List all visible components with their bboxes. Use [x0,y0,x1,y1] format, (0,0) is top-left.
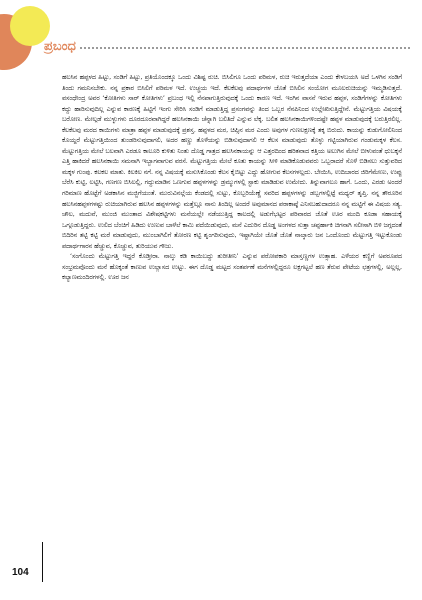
header-dotted-rule [80,47,410,49]
paragraph: ಹಲಸಿನ ಹಪ್ಪಳದ ಹಿಟ್ಟು, ಸಂಡಿಗೆ ಹಿಟ್ಟು, ಪ್ರತಿಯೊಂದಕ್ಕೂ ಒಂದು ವಿಶಿಷ್ಟ ರುಚಿ. ಬಿಸಿಲಿಗೂ ಒಂದು ಪರಿಮಳ, ರುಚಿ ಇರುತ್ತದೆಯಾ ಎಂದು ಕೇಳಬಯಸಿ ಅದೆ ಒಳಗಿನ ಸಂಡಿಗೆ ತಿಂದು ಗಮನಿಸಬೇಕು. ನನ್ನ ಪ್ರಕಾರ ಬಿಸಿಲಿಗೆ ಪರಿಮಳ ಇದೆ. ಉಚ್ಚಯ ಇದೆ. ಕೆಲಕೆಲವು ಪದಾರ್ಥಗಳ ಜೊತೆ ಬಿಸಿಲಿನ ಸಂಯೋಗ ಮೂಲರುಚಿಯನ್ನು ಇಮ್ಮಡಿಸುತ್ತದೆ. ವಸಂಧೇಂದ್ರ ಅವರ ‘ಕೋತಿಗಳು ಸಾರ್ ಕೋತಿಗಳು’ ಪ್ರಬಂಧ ಇಲ್ಲಿ ನೆನಪಾಗುತ್ತಿರುವುದಕ್ಕೆ ಒಂದು ಕಾರಣ ಇದೆ. ಇಂಗಿನ ವಾಸನೆ ಇರುವ ಹಪ್ಪಳ, ಸಂಡಿಗೆಗಳನ್ನು ಕೋತಿಗಳು ಕದ್ದು ಹಾರಿಸುವುದಿಲ್ಲ ಎನ್ನುವ ಕಾರಣಕ್ಕೆ ಹಿಟ್ಟಿಗೆ ಇಂಗು ಸೇರಿಸಿ ಸಂಡಿಗೆ ಮಾಡುತ್ತಿದ್ದ ಪ್ರಸಂಗವನ್ನು ತಿಂದ ಒಬ್ಬರ ನೆನಪಿನಿಂದ ಉಲ್ಲೇಖಿಸುತ್ತಿದ್ದೇನೆ. ಮೆಟ್ಟುಗತ್ತಿಯ ವಿಷಯಕ್ಕೆ ಬರೋಣ. ಮೇಲ್ಗಡೆ ಮುಳ್ಳುಗಳು ದೂರದೂರವಾಗಿದ್ದರೆ ಹಲಸಿನಕಾಯಿ ಚೆನ್ನಾಗಿ ಬಲಿತಿದೆ ಎನ್ನುವ ಲೆಕ್ಕ. ಬಲಿತ ಹಲಸಿನಕಾಯಿಗಳಿಂದಷ್ಟೇ ಹಪ್ಪಳ ಮಾಡುವುದಕ್ಕೆ ಬರುತ್ತಿರಲಿಲ್ಲ. ಕೆಲಕೆಲವು ಮರದ ಕಾಯಿಗಳು ಮಾತ್ರಾ ಹಪ್ಪಳ ಮಾಡುವುದಕ್ಕೆ ಪ್ರಶಸ್ತ. ಹಪ್ಪಳದ ಮರ, ಚಿಪ್ಸಿನ ಮರ ಎಂದು ಅವುಗಳ ಗುಣಲಕ್ಷಣಕ್ಕೆ ತಕ್ಕ ಬಿರುದು. ಕಾಯನ್ನು ಕುಡುಗೋಲಿನಿಂದ ಕೊಯ್ದರೆ ಮೆಟ್ಟುಗತ್ತಿಯಿಂದ ತುಂಡರಿಸುವುದಾಗಲಿ, ಅದರ ಹಣ್ಣು ತೊಳೆಯನ್ನು ಬಿಡಿಸುವುದಾಗಲಿ ಆ ಕೆಲಸ ಮಾಡುವುದು ತೊಳ್ಳು ಗಟ್ಟಿಯಾಗಿರುವ ಗಂಡುಮಕ್ಕಳ ಕೆಲಸ. ಮೆಟ್ಟುಗತ್ತಿಯ ಮೇಲೆ ಬಲವಾಗಿ ಎರಡೂ ಕಾಲೂರಿ ಕುಳಿತು ನಿಂತು ದೊಡ್ಡ ಗಾತ್ರದ ಹಲಸಿನಕಾಯನ್ನು ಆ ಎತ್ತರದಿಂದ ಹರಿತವಾದ ಕತ್ತಿಯ ಅಲುಗಿನ ಮೇಲೆ ಬೀಳುವಂತೆ ಧುಬಕ್ಕನೆ ಎತ್ತಿ ಹಾಕಿದರೆ ಹಲಸಿನಕಾಯಿ ಸಮನಾಗಿ ಇಬ್ಭಾಗವಾಗುವ ವರಸೆ. ಮೆಟ್ಟುಗತ್ತಿಯ ಮೇಲೆ ಕೂತು ಕಾಯನ್ನು ಸೀಳಿ ಮಾಡಿಕೊಡುವವರು ಒಬ್ಬರಾದರೆ ಸೊಳೆ ಬಿಡಿಸಲು ಸುತ್ತುವರಿದ ಮಕ್ಕಳ ಗುಂಪು. ಕಲಕಲ ಮಾತು. ಕಿಲಕಿಲ ನಗೆ. ನನ್ನ ವಿಷಯಕ್ಕೆ ಮಸುಸಿಕೊಂಡು ಕೆಲಸ ಕೈಬಿಟ್ಟು ಎದ್ದು ಹೋಗುವ ಕೆಲಸಗಳಲ್ಲದು. ಬೇಯಿಸಿ, ಉದಿಬಾರದ ಜಿರಿಗೆಮೇಣು, ಉಪ್ಪು ಬೆರೆಸಿ ಕುಟ್ಟಿ, ಲಟ್ಟಿಸಿ, ಗಣಗಣ ಬಿಸಿಲಲ್ಲಿ, ಗದ್ದುಮಾಡಿನ ಒಣಗುವ ಹಪ್ಪಳಗಳನ್ನು ಡ್ರಮ್ಮುಗಳಲ್ಲಿ ಸ್ಟಾಕು ಮಾಡಿಡುವ ಉಮೇದು. ತಿನ್ನುವಾಗಲೂ ಹಾಗೆ. ಒಂದು, ಎರಡು ಅಂದರೆ ಗರಿಮಾಣ ಹೊಟ್ಟೆಗೆ ಅಡಕಾಸಿನ ಮಜ್ಜಿಗೆಯಂತೆ. ಮುರುವಿನಲ್ಲೆಯ ಕೆಂಡದಲ್ಲಿ ಸುಟ್ಟು, ಕೊಬ್ಬರಿಯೆಣ್ಣೆ ಸವರಿದ ಹಪ್ಪಳಗಳನ್ನು ಡಬ್ಬಗಳಲ್ಲಿಟ್ಟೆ ಮಧ್ಯರ್ ತೃಪ್ತಿ. ನನ್ನ ತೌರೂರಿನ ಹಲಸಿನಹಪ್ಪಳಗಳಷ್ಟು ರುಚಿಯಾಗಿರುವ ಹಲಸಿನ ಹಪ್ಪಳಗಳನ್ನು ಮತ್ತೆಲ್ಲೂ ನಾನು ತಿಂದಿಲ್ಲ ಅಂದರೆ ಅವುಮಾನದ ಪರಾಕಾಷ್ಠೆ ಎನಿಸಬಹುದಾದರೂ ನನ್ನ ಮಟ್ಟಿಗೆ ಈ ವಿಷಯ ಸತ್ಯ. ಚೌಲ, ಮದುವೆ, ಮುಂಜಿ ಮುಂತಾದ ವಿಶೇಷಕಟ್ಟಿಗಳು ಮನೆಯಲ್ಲೇ ನಡೆಯುತ್ತಿದ್ದ ಕಾಲದಲ್ಲಿ ಅಡುಗೆಭಟ್ಟರ ಪರಿವಾರದ ಜೊತೆ ಊರ ಮಂದಿ ಕೂಡಾ ಸಹಾಯಕ್ಕೆ ಒಗ್ಗೂಡುತ್ತಿದ್ದರು. ಉಲಿದ ಬೆಂಚಿಗೆ ಹಿಡಿದು ಉಣುವ ಬಾಳೆಲೆ ಕಾಮಿ ಪದೆಯಿಡುವುದು, ಮನೆ ಎದುರಿನ ದೊಡ್ಡ ಅಂಗಳದ ಸುತ್ತಾ ಚಪ್ಪರ್ಹಾಕಿ ಚಿಗನಾಗಿ ಸಲೀಸಾಗಿ ಬಿಳಿ ಜಗ್ಗದಂತೆ ಬಿದಿರಿನ ತಟ್ಟಿ ಕಟ್ಟಿ ಮರೆ ಮಾಡುವುದು, ಮುಂಬಾಗಿಲಿಗೆ ತೋರಣ ಕಟ್ಟಿ ಶೃಂಗರಿಸುವುದು, ಇಷ್ಟಾಗಿಯೇ ಜೊತೆ ಜೊತೆ ನಾಲ್ಕಾರು ಜನ ಒಂದೊಂದು ಮೆಟ್ಟುಗತ್ತಿ ಇಟ್ಟುಕೊಂಡು ಪದಾರ್ಥಗಾರನ ಹೆಚ್ಚುವ, ಕೊಚ್ಚುವ, ತುರಿಯುವ ಗೌಜು. [62,74,402,250]
page-number: 104 [12,567,29,578]
article-body [62,73,402,284]
page-number-rule [42,542,43,582]
section-title: ಪ್ರಬಂಧ [44,39,76,54]
paragraph: ‘ಸಂಗೊಂದು ಮೆಟ್ಟುಗತ್ತಿ ಇದ್ದರೆ ಕೊಡ್ತೀರಾ. ನಾಲ್ಕು ಕಡಿ ಕಾಯಿಬದ್ದು ತುರೀತೀನಿ’ ಎನ್ನುವ ಪರೋಪಕಾರಿ ಮಾಸ್ತಣ್ಣಗಳ ಉತ್ಸಾಹ. ಎಳೆಯರ ಕಣ್ಣಿಗೆ ಅಪರೂಪದ ಸಂಭ್ರಮವೊಂದು ಮನೆ ಹೊಕ್ಕಂತೆ ಕಾಣುವ ಉಲ್ಲಾಸದ ಉಟ್ಟು. ಈಗ ದೊಡ್ಡ ಮಟ್ಟದ ಸಂತರ್ಪಣೆ ಮನೆಗಳಲ್ಲಿದ್ದರೂ ಲಕ್ಷಗಟ್ಟಲೆ ಹಣ ತೆರುವ ಪೇಟೆಯ ಛತ್ರಗಳಲ್ಲಿ, ಅಲ್ಲಲ್ಲ, ಕಲ್ಯಾಣಮಂದಿರಗಳಲ್ಲಿ. ಊರ ಜನ [62,253,402,282]
